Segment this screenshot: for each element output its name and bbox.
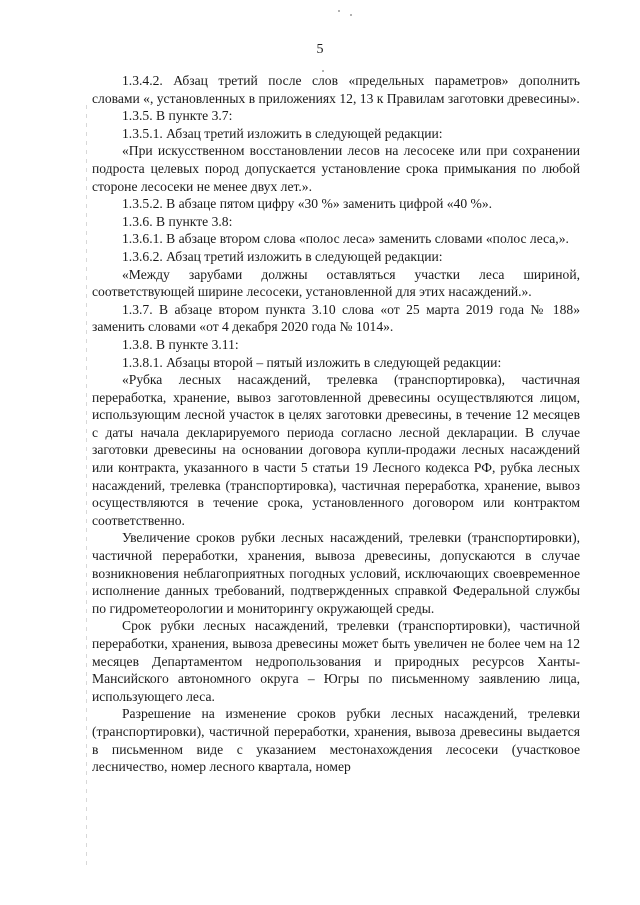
paragraph: «Между зарубами должны оставляться участки леса шириной, соответствующей ширине лесосеки, установленной для этих насаждений.». <box>92 266 580 300</box>
document-body <box>92 72 580 776</box>
paragraph: 1.3.6.2. Абзац третий изложить в следующей редакции: <box>122 248 443 264</box>
paragraph: Разрешение на изменение сроков рубки лесных насаждений, трелевки (транспортировки), частичной переработки, хранения, вывоза древесины выдается в письменном виде с указанием местонахождения лесосеки (участковое лесничество, номер лесного квартала, номер <box>92 706 580 775</box>
scan-speck <box>338 10 340 12</box>
paragraph: 1.3.5.2. В абзаце пятом цифру «30 %» заменить цифрой «40 %». <box>122 196 493 212</box>
paragraph: 1.3.5. В пункте 3.7: <box>122 108 233 124</box>
paragraph: «Рубка лесных насаждений, трелевка (транспортировка), частичная переработка, хранение, вывоз заготовленной древесины осуществляются лицом, использующим лесной участок в целях заготовки древесины, в течение 12 месяцев с даты начала декларируемого периода согласно лесной декларации. В случае заготовки древесины на основании договора купли-продажи лесных насаждений или контракта, указанного в части 5 статьи 19 Лесного кодекса РФ, рубка лесных насаждений, трелевка (транспортировка), частичная переработка, хранение, вывоз осуществляются в течение срока, установленного договором или контрактом соответственно. <box>92 372 580 528</box>
paragraph: 1.3.7. В абзаце втором пункта 3.10 слова «от 25 марта 2019 года № 188» заменить словами «от 4 декабря 2020 года № 1014». <box>92 301 580 335</box>
page-number: 5 <box>316 42 324 57</box>
paragraph: 1.3.6. В пункте 3.8: <box>122 213 233 229</box>
paragraph: 1.3.6.1. В абзаце втором слова «полос леса» заменить словами «полос леса,». <box>122 231 569 247</box>
paragraph: Срок рубки лесных насаждений, трелевки (транспортировки), частичной переработки, хранения, вывоза древесины может быть увеличен не более чем на 12 месяцев Департаментом недропользования и природных ресурсов Ханты-Мансийского автономного округа – Югры по письменному заявлению лица, использующего леса. <box>92 618 580 704</box>
paragraph: 1.3.5.1. Абзац третий изложить в следующей редакции: <box>122 125 443 141</box>
paragraph: 1.3.4.2. Абзац третий после слов «предельных параметров» дополнить словами «, установленных в приложениях 12, 13 к Правилам заготовки древесины». <box>92 73 580 106</box>
paragraph: 1.3.8. В пункте 3.11: <box>122 336 239 352</box>
scan-speck <box>350 14 352 16</box>
paragraph: 1.3.8.1. Абзацы второй – пятый изложить в следующей редакции: <box>122 354 502 370</box>
scan-margin-line <box>86 105 87 865</box>
paragraph: «При искусственном восстановлении лесов на лесосеке или при сохранении подроста целевых пород допускается установление срока примыкания по любой стороне лесосеки не менее двух лет.». <box>92 143 580 194</box>
paragraph: Увеличение сроков рубки лесных насаждений, трелевки (транспортировки), частичной переработки, хранения, вывоза древесины, допускаются в случае возникновения неблагоприятных погодных условий, исключающих своевременное исполнение данных требований, подтвержденных справкой Федеральной службы по гидрометеорологии и мониторингу окружающей среды. <box>92 530 580 616</box>
